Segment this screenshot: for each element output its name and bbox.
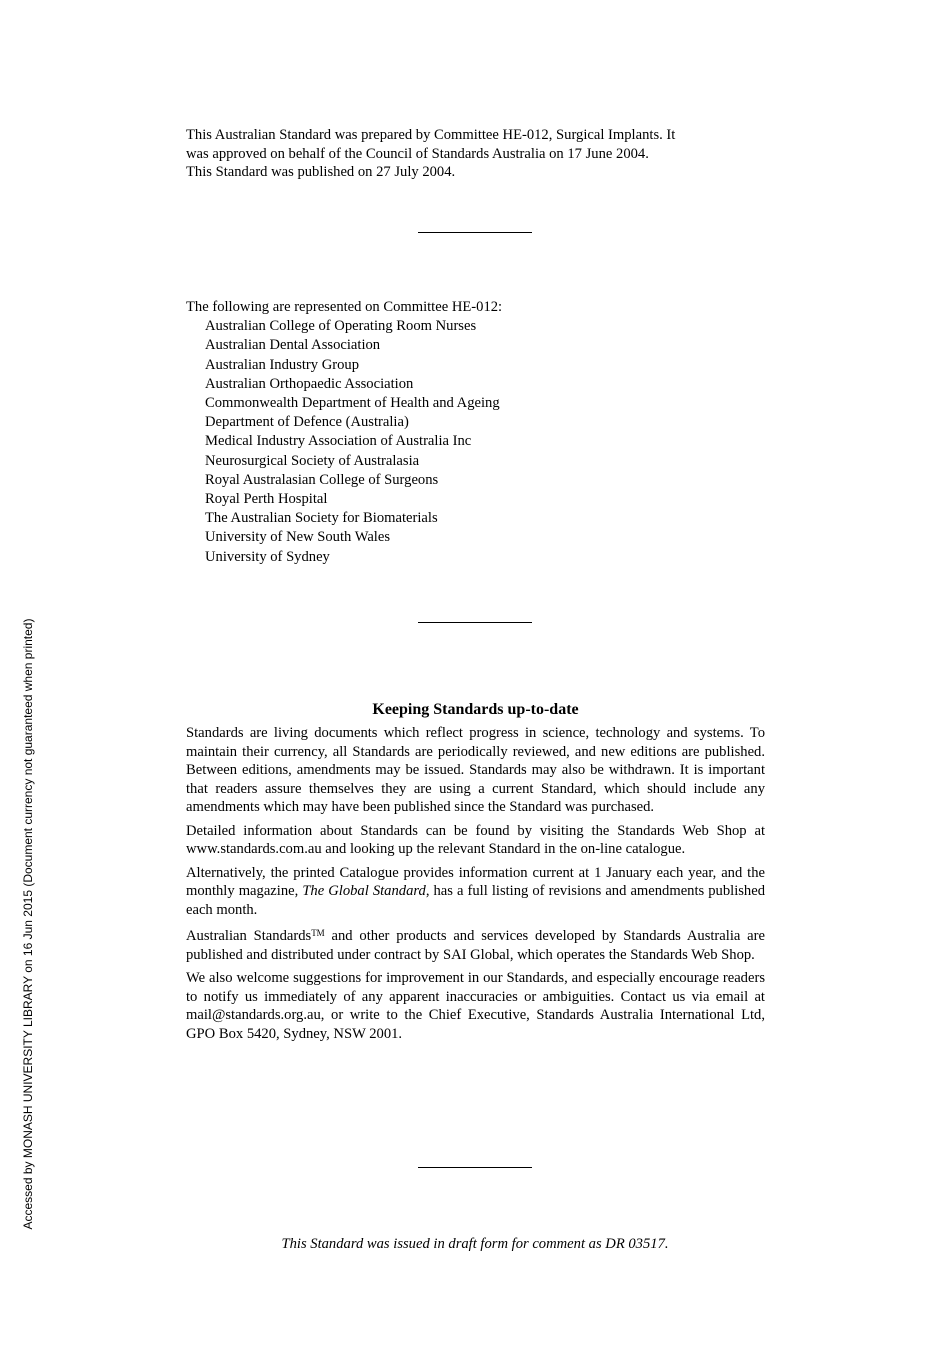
approval-statement bbox=[186, 126, 765, 182]
committee-member: Australian Industry Group bbox=[205, 356, 360, 373]
paragraph-living-documents: Standards are living documents which reflect progress in science, technology and systems. To maintain their currency, all Standards are periodically reviewed, and new editions are published. Between editions, amendments may be issued. Standards may also be withdrawn. It is important that readers assure themselves they are using a current Standard, which should include any amendments which may have been published since the Standard was purchased. bbox=[186, 725, 765, 815]
committee-member: The Australian Society for Biomaterials bbox=[205, 510, 438, 527]
divider-rule-3 bbox=[418, 1167, 532, 1168]
keeping-standards-body bbox=[186, 724, 765, 1048]
catalogue-text-start: Alternatively, the printed Catalogue provides information current at 1 January each year, and the monthly magazine, bbox=[186, 864, 765, 899]
approval-line-1: This Australian Standard was prepared by Committee HE-012, Surgical Implants. It bbox=[186, 127, 676, 143]
committee-section bbox=[186, 298, 765, 567]
paragraph-web-shop: Detailed information about Standards can be found by visiting the Standards Web Shop at www.standards.com.au and looking up the relevant Standard in the on-line catalogue. bbox=[186, 822, 765, 857]
trademark-mark: TM bbox=[311, 928, 325, 938]
committee-member: Department of Defence (Australia) bbox=[205, 414, 409, 431]
committee-member: Royal Perth Hospital bbox=[205, 491, 328, 508]
sai-text-start: Australian Standards bbox=[186, 928, 312, 944]
paragraph-suggestions: We also welcome suggestions for improvement in our Standards, and especially encourage readers to notify us immediately of any apparent inaccuracies or ambiguities. Contact us via email at mail@standards.org.au, or write to the Chief Executive, Standards Australia International Ltd, GPO Box 5420, Sydney, NSW 2001. bbox=[186, 970, 765, 1042]
divider-rule-1 bbox=[418, 232, 532, 233]
committee-member: University of Sydney bbox=[205, 548, 330, 565]
draft-comment-note: This Standard was issued in draft form for comment as DR 03517. bbox=[281, 1236, 669, 1252]
approval-line-3: This Standard was published on 27 July 2004. bbox=[186, 164, 456, 180]
committee-member: University of New South Wales bbox=[205, 529, 391, 546]
committee-member: Australian College of Operating Room Nurses bbox=[205, 318, 477, 335]
committee-member: Royal Australasian College of Surgeons bbox=[205, 471, 439, 488]
paragraph-catalogue bbox=[186, 864, 765, 920]
committee-member: Commonwealth Department of Health and Ageing bbox=[205, 395, 500, 412]
divider-rule-2 bbox=[418, 622, 532, 623]
committee-member: Medical Industry Association of Australia Inc bbox=[205, 433, 472, 450]
committee-member: Neurosurgical Society of Australasia bbox=[205, 452, 420, 469]
committee-heading: The following are represented on Committee HE-012: bbox=[186, 299, 503, 315]
catalogue-text-end: , has a full listing of revisions and amendments published each month. bbox=[186, 883, 765, 918]
paragraph-sai-global bbox=[186, 924, 765, 964]
approval-line-2: was approved on behalf of the Council of Standards Australia on 17 June 2004. bbox=[186, 145, 649, 162]
committee-members-list bbox=[186, 317, 765, 567]
committee-member: Australian Dental Association bbox=[205, 337, 381, 354]
global-standard-title: The Global Standard bbox=[302, 883, 426, 899]
access-watermark: Accessed by MONASH UNIVERSITY LIBRARY on 16 Jun 2015 (Document currency not guaranteed when printed) bbox=[21, 618, 35, 1230]
keeping-standards-heading: Keeping Standards up-to-date bbox=[372, 701, 579, 718]
sai-text-end: and other products and services developed by Standards Australia are published and distributed under contract by SAI Global, which operates the Standards Web Shop. bbox=[186, 928, 766, 963]
committee-member: Australian Orthopaedic Association bbox=[205, 375, 414, 392]
